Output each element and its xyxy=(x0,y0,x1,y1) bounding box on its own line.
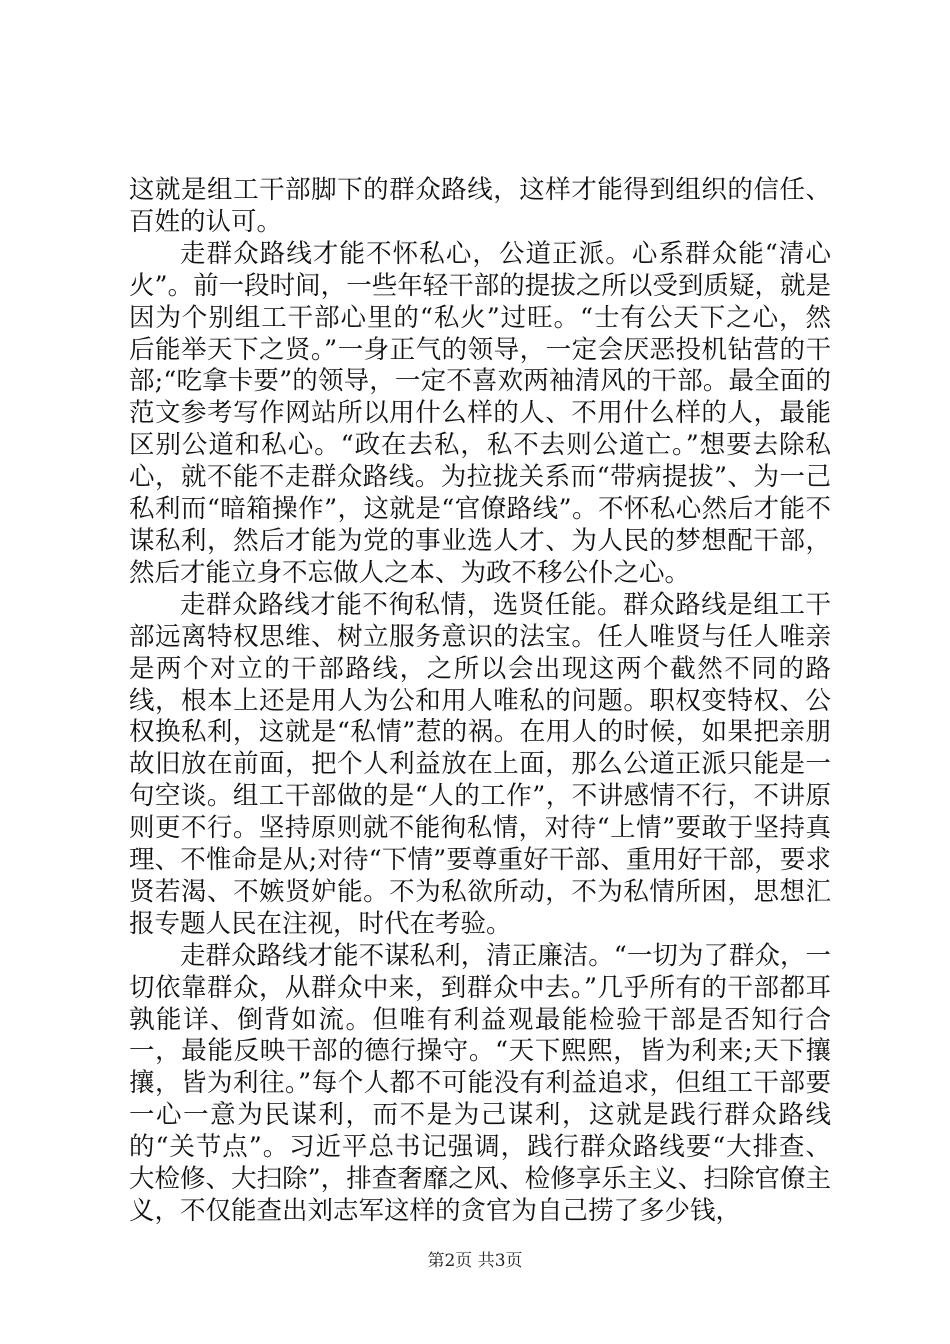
paragraph-continuation: 这就是组工干部脚下的群众路线，这样才能得到组织的信任、百姓的认可。 xyxy=(129,175,831,237)
paragraph-impartiality: 走群众路线才能不怀私心，公道正派。心系群众能“清心火”。前一段时间，一些年轻干部的提拔之所以受到质疑，就是因为个别组工干部心里的“私火”过旺。“士有公天下之心，然后能举天下之贤。”一身正气的领导，一定会厌恶投机钻营的干部;“吃拿卡要”的领导，一定不喜欢两袖清风的干部。最全面的范文参考写作网站所以用什么样的人、不用什么样的人，最能区别公道和私心。“政在去私，私不去则公道亡。”想要去除私心，就不能不走群众路线。为拉拢关系而“带病提拔”、为一己私利而“暗箱操作”，这就是“官僚路线”。不怀私心然后才能不谋私利，然后才能为党的事业选人才、为人民的梦想配干部，然后才能立身不忘做人之本、为政不移公仆之心。 xyxy=(129,238,831,588)
body-text xyxy=(129,175,831,1228)
paragraph-integrity: 走群众路线才能不谋私利，清正廉洁。“一切为了群众，一切依靠群众，从群众中来，到群众中去。”几乎所有的干部都耳孰能详、倒背如流。但唯有利益观最能检验干部是否知行合一，最能反映干部的德行操守。“天下熙熙，皆为利来;天下攘攘，皆为利往。”每个人都不可能没有利益追求，但组工干部要一心一意为民谋利，而不是为己谋利，这就是践行群众路线的“关节点”。习近平总书记强调，践行群众路线要“大排查、大检修、大扫除”，排查奢靡之风、检修享乐主义、扫除官僚主义，不仅能查出刘志军这样的贪官为自己捞了多少钱， xyxy=(129,940,831,1226)
page-footer: 第2页 共3页 xyxy=(427,1251,523,1271)
paragraph-no-favoritism: 走群众路线才能不徇私情，选贤任能。群众路线是组工干部远离特权思维、树立服务意识的法宝。任人唯贤与任人唯亲是两个对立的干部路线，之所以会出现这两个截然不同的路线，根本上还是用人为公和用人唯私的问题。职权变特权、公权换私利，这就是“私情”惹的祸。在用人的时候，如果把亲朋故旧放在前面，把个人利益放在上面，那么公道正派只能是一句空谈。组工干部做的是“人的工作”，不讲感情不行，不讲原则更不行。坚持原则就不能徇私情，对待“上情”要敢于坚持真理、不惟命是从;对待“下情”要尊重好干部、重用好干部，要求贤若渴、不嫉贤妒能。不为私欲所动，不为私情所困，思想汇报专题人民在注视，时代在考验。 xyxy=(129,589,831,939)
